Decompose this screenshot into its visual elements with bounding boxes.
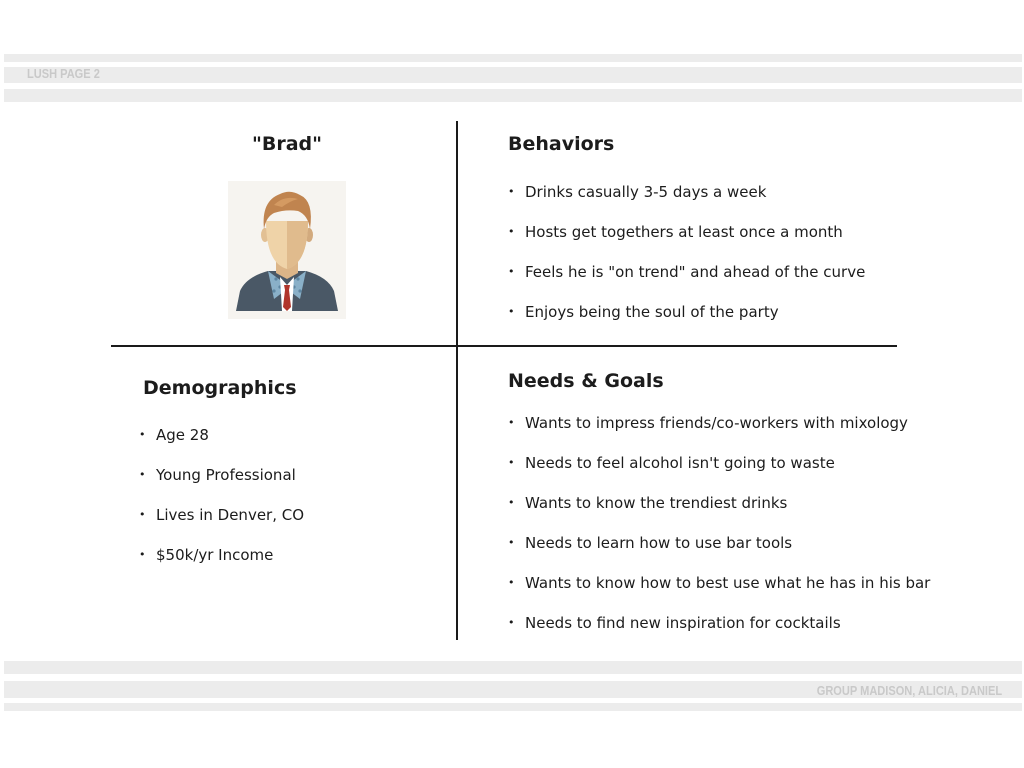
horizontal-divider [111,345,897,347]
needs-goals-title: Needs & Goals [508,370,664,392]
header-stripe-bottom [4,89,1022,102]
list-item: • Age 28 [139,425,304,465]
demographics-title: Demographics [143,377,297,399]
behaviors-title: Behaviors [508,133,615,155]
list-item: • Wants to impress friends/co-workers with mixology [508,413,930,453]
list-item: • Wants to know how to best use what he has in his bar [508,573,930,613]
person-avatar-icon [228,181,346,319]
list-item: • Drinks casually 3-5 days a week [508,182,865,222]
persona-name: "Brad" [251,133,323,155]
page-footer-label: GROUP MADISON, ALICIA, DANIEL [816,683,1002,698]
list-item: • $50k/yr Income [139,545,304,585]
list-item: • Hosts get togethers at least once a month [508,222,865,262]
list-item: • Lives in Denver, CO [139,505,304,545]
vertical-divider [456,121,458,640]
needs-goals-list [508,413,930,653]
header-stripe-middle [4,67,1022,83]
header-stripe-top [4,54,1022,62]
list-item: • Young Professional [139,465,304,505]
list-item: • Wants to know the trendiest drinks [508,493,930,533]
list-item: • Needs to learn how to use bar tools [508,533,930,573]
list-item: • Needs to find new inspiration for cocktails [508,613,930,653]
page-header-label: LUSH PAGE 2 [27,66,100,81]
avatar [228,181,346,319]
list-item: • Needs to feel alcohol isn't going to waste [508,453,930,493]
behaviors-list [508,182,865,342]
list-item: • Feels he is "on trend" and ahead of the curve [508,262,865,302]
footer-stripe-bottom [4,703,1022,711]
demographics-list [139,425,304,585]
list-item: • Enjoys being the soul of the party [508,302,865,342]
footer-stripe-top [4,661,1022,674]
